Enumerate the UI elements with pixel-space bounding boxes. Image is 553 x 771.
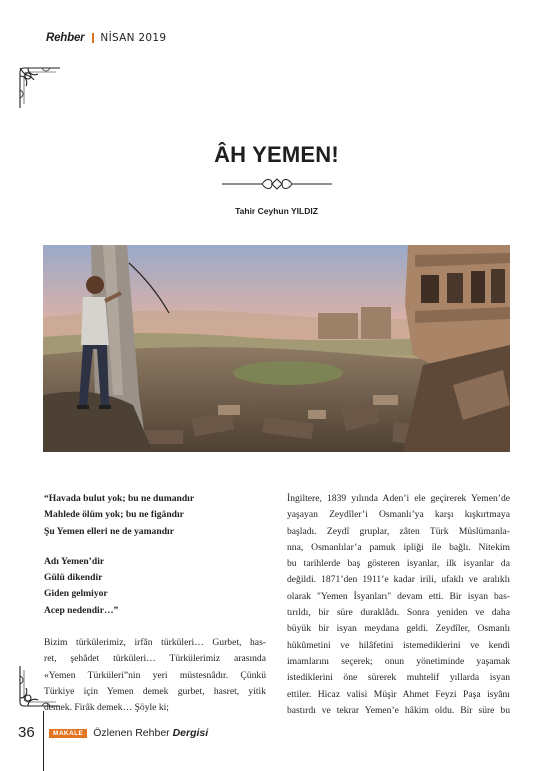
text-line: bu tarihlerde baş gösteren isyanlar, ilk isyanlar da [287,558,510,570]
text-line: değildi. 1871’den 1911’e kadar irili, ufaklı ve aralıklı [287,574,510,586]
text-line: İngiltere, 1839 yılında Aden’i ele geçirerek Yemen’de [287,493,510,504]
footer [49,727,208,739]
text-line: büyük bir isyan meydana geldi. Zeydîler, Osmanlı [287,623,510,635]
text-line: imamlarını seçerek; onun yönetiminde yaşamak [287,655,510,667]
right-column [287,491,510,719]
header-separator [92,33,94,43]
page-number: 36 [18,724,35,741]
left-column [44,491,266,717]
text-line: nna, Osmanlılar’a pamuk ipliği ile bağlı. Nitekim [287,541,510,553]
article-title: ÂH YEMEN! [214,142,339,167]
article-author: Tahir Ceyhun YILDIZ [235,206,318,216]
magazine-name-prefix: Özlenen Rehber [93,727,170,739]
text-line: yaşayan Zeydîler’i Osmanlı’ya karşı kışkırtmaya [287,509,510,521]
poem-line: “Havada bulut yok; bu ne dumandır [44,493,195,504]
magazine-name-bold: Dergisi [172,727,209,739]
text-line: bastırdı ve tekrar Yemen’e hâkim oldu. Bir süre bu [287,704,510,716]
text-line: istediklerini öne sürerek muhtelif yıllarda isyan [287,672,510,684]
poem-line: Giden gelmiyor [44,588,108,600]
magazine-name [93,727,208,739]
text-line: Bizim türkülerimiz, irfân türküleri… Gurbet, has- [44,637,266,649]
brand-logo: Rehber [46,32,85,44]
text-line: olarak "Yemen İsyanları" devam etti. Bir isyan bas- [287,590,510,602]
poem-line: Gülü dikendir [44,572,103,584]
intro-paragraph [44,635,266,716]
history-paragraph [287,491,510,719]
text-line: tırıldı, bir süre duraklâdı. Sonra yeniden ve daha [287,607,510,619]
footer-rule [43,711,44,771]
article-photo [43,245,510,452]
poem-stanza-2 [44,554,266,619]
text-line: demek. Firâk demek… Şöyle ki; [44,702,169,714]
poem-line: Şu Yemen elleri ne de yamandır [44,525,174,537]
text-line: «Yemen Türküleri”nin yeri müstesnâdır. Çünkü [44,669,266,681]
text-line: hükûmetini ve hilâfetini istemediklerini ve kendi [287,639,510,651]
ornament-divider-icon [222,176,332,192]
text-line: ret, şehâdet türküleri… Türkülerimiz arasında [44,653,266,665]
text-line: ettiler. Hicaz valisi Müşir Ahmet Feyzi Paşa isyânı [287,688,510,700]
ornament-corner-icon [16,64,64,112]
poem-stanza-1 [44,491,266,540]
issue-date: NİSAN 2019 [100,32,167,44]
running-header [46,32,166,44]
poem-line: Acep nedendir…” [44,604,119,616]
poem-line: Adı Yemen’dir [44,555,105,567]
text-line: Türkiye için Yemen demek gurbet, hasret, yitik [44,685,266,697]
section-tag: MAKALE [49,729,87,738]
poem-line: Mahlede ölüm yok; bu ne figândır [44,509,184,521]
text-line: başladı. Zeydî gruplar, zâten Türk Müslümanla- [287,525,510,537]
